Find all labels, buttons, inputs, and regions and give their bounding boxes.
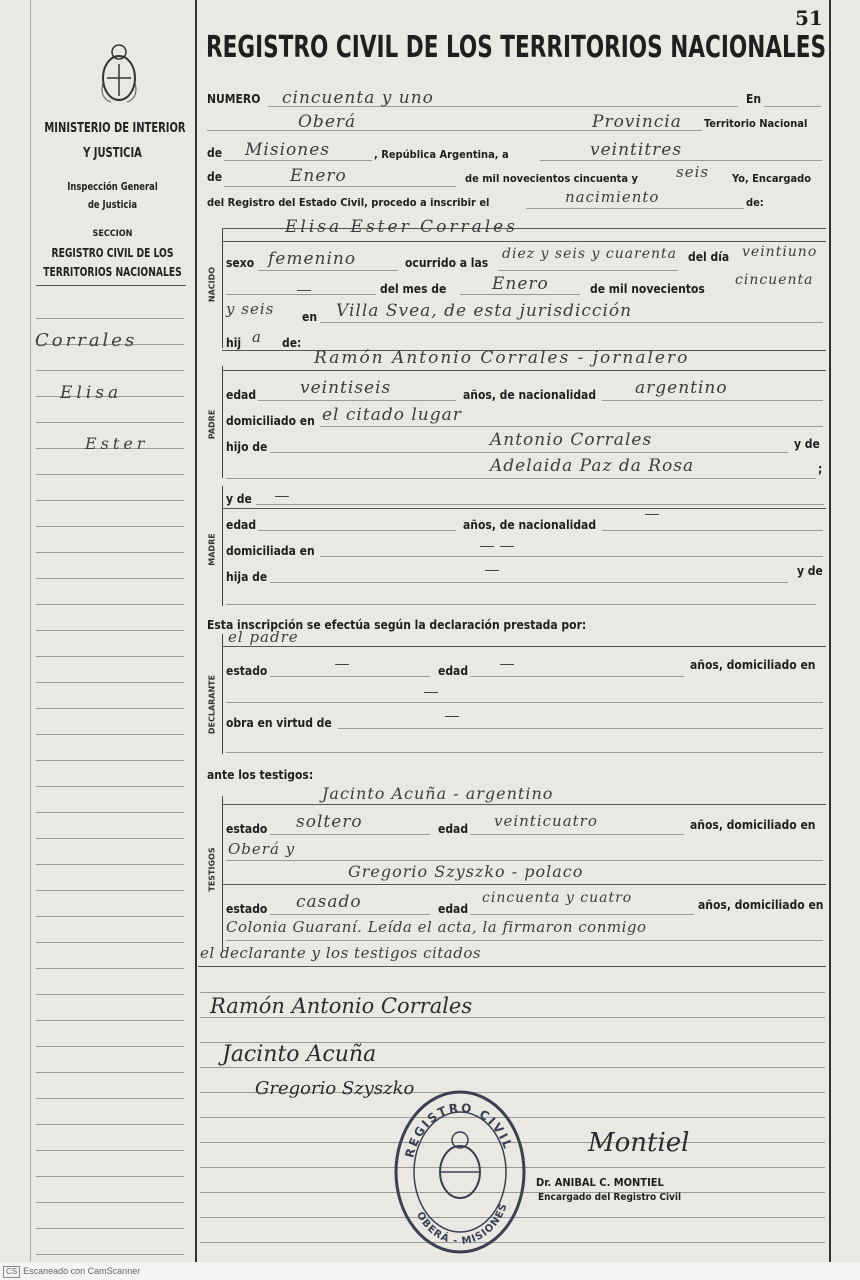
oficial-name: Dr. ANIBAL C. MONTIEL — [536, 1176, 664, 1189]
en-label: En — [746, 92, 762, 106]
provincia-value: Provincia — [592, 112, 682, 132]
territorio-line — [224, 160, 372, 161]
mes-line — [224, 186, 456, 187]
sidebar-ministerio-2: Y JUSTICIA — [83, 146, 142, 161]
de-label-2: de — [207, 170, 223, 184]
padre-nombre-value: Ramón Antonio Corrales - jornalero — [314, 348, 690, 368]
del-mes-label: del mes de — [380, 282, 447, 296]
nacido-nombre-value: Elisa Ester Corrales — [285, 217, 518, 237]
sidebar-rule-line — [36, 1150, 184, 1151]
hora-line — [498, 270, 678, 271]
nacido-name-rule — [222, 241, 826, 242]
declarante-estado-label: estado — [226, 664, 268, 678]
acto-value: nacimiento — [565, 188, 660, 206]
testigo1-estado-line — [270, 834, 430, 835]
sidebar-name-first: Elisa — [60, 383, 123, 403]
sidebar-rule-line — [36, 994, 184, 995]
sidebar-rule-line — [36, 526, 184, 527]
sidebar-rule-line — [36, 604, 184, 605]
oficial-title: Encargado del Registro Civil — [538, 1192, 682, 1203]
testigo1-edad-value: veinticuatro — [494, 812, 598, 830]
declarante-bottom-line — [226, 752, 823, 753]
testigo2-edad-line — [470, 914, 694, 915]
sidebar-rule-line — [36, 838, 184, 839]
ocurrido-label: ocurrido a las — [405, 256, 489, 270]
territorio-label: Territorio Nacional — [704, 117, 808, 130]
sidebar-rule-line — [36, 1176, 184, 1177]
sidebar-rule-line — [36, 916, 184, 917]
sidebar-rule-line — [36, 474, 184, 475]
sidebar-inspeccion-1: Inspección General — [67, 180, 158, 193]
nacido-anio-a: cincuenta — [735, 272, 814, 288]
dash-mark — [424, 692, 438, 693]
nacido-anio-b: y seis — [226, 300, 275, 318]
padre-bracket — [222, 366, 223, 478]
sidebar-rule-line — [36, 708, 184, 709]
madre-name-line — [256, 504, 824, 505]
sidebar-name-surname: Corrales — [35, 330, 138, 351]
right-border — [829, 0, 831, 1262]
acto-line — [526, 208, 744, 209]
testigo1-estado-value: soltero — [296, 812, 363, 832]
cierre-text: el declarante y los testigos citados — [200, 944, 482, 962]
padre-edad-line — [258, 400, 456, 401]
signature-oficial: Montiel — [588, 1128, 690, 1158]
sidebar-rule-line — [36, 682, 184, 683]
testigos-intro: ante los testigos: — [207, 768, 314, 782]
padre-madre-value: Adelaida Paz da Rosa — [490, 456, 695, 476]
testigos-bracket — [222, 796, 223, 952]
sexo-label: sexo — [226, 256, 255, 270]
testigo2-nombre: Gregorio Szyszko - polaco — [348, 862, 584, 881]
numero-value: cincuenta y uno — [282, 88, 434, 108]
registry-stamp-icon — [392, 1088, 528, 1256]
testigo1-edad-line — [470, 834, 684, 835]
dash-mark — [645, 514, 659, 515]
dash-mark — [485, 570, 499, 571]
padre-hijo-de-label: hijo de — [226, 440, 268, 454]
madre-hija-de-label: hija de — [226, 570, 268, 584]
declarante-estado-line — [270, 676, 430, 677]
dash-mark — [480, 546, 494, 547]
sidebar-inspeccion-2: de Justicia — [87, 198, 138, 211]
padre-edad-value: veintiseis — [300, 378, 392, 398]
padre-section-label: PADRE — [207, 409, 217, 440]
padre-madre-line — [226, 478, 816, 479]
padre-edad-label: edad — [226, 388, 257, 402]
territorio-value: Misiones — [245, 140, 330, 160]
testigo2-estado-value: casado — [296, 892, 362, 912]
sidebar-rule-line — [36, 1124, 184, 1125]
madre-section-label: MADRE — [207, 533, 217, 566]
republica-label: , República Argentina, a — [374, 148, 509, 161]
sidebar-rule-line — [36, 370, 184, 371]
sidebar-name-second: Ester — [85, 434, 149, 453]
padre-padre-value: Antonio Corrales — [490, 430, 653, 450]
declarante-edad-label: edad — [438, 664, 469, 678]
hijo-label: hij — [226, 336, 242, 350]
padre-top-rule — [222, 370, 826, 371]
testigos-section-label: TESTIGOS — [207, 847, 217, 892]
padre-nacionalidad-value: argentino — [635, 378, 728, 398]
declarante-obra-label: obra en virtud de — [226, 716, 332, 730]
madre-bottom-line — [226, 604, 816, 605]
signature-testigo2: Gregorio Szyszko — [255, 1078, 415, 1099]
padre-domicilio-value: el citado lugar — [322, 405, 462, 425]
nacido-mes-line — [460, 294, 580, 295]
scanner-footer-text: Escaneado con CamScanner — [23, 1266, 141, 1276]
madre-nacionalidad-label: años, de nacionalidad — [463, 518, 597, 532]
fecha-mes-value: Enero — [290, 166, 347, 186]
madre-rule — [222, 508, 826, 509]
stamp-text-top: REGISTRO CIVIL — [402, 1100, 516, 1160]
signature-rule-line — [200, 992, 825, 993]
sidebar-rule-line — [36, 1046, 184, 1047]
sexo-value: femenino — [268, 249, 357, 269]
madre-bracket — [222, 486, 223, 606]
nacido-dia-value: veintiuno — [742, 244, 818, 260]
en-line — [764, 106, 821, 107]
dash-mark — [335, 664, 349, 665]
sidebar-rule-line — [36, 1228, 184, 1229]
sidebar-registro-1: REGISTRO CIVIL DE LOS — [51, 246, 174, 260]
fecha-dia-value: veintitres — [590, 140, 683, 160]
testigo2-domicilio-label: años, domiciliado en — [698, 898, 824, 912]
sidebar-rule-line — [36, 656, 184, 657]
stamp-text-bottom: OBERÁ - MISIONES — [414, 1201, 510, 1248]
padre-hijo-line — [270, 452, 788, 453]
encargado-label: Yo, Encargado — [732, 172, 812, 185]
signature-testigo1: Jacinto Acuña — [222, 1042, 377, 1067]
signature-rule-line — [200, 1067, 825, 1068]
de-label-1: de — [207, 146, 223, 160]
testigos-bottom-rule — [198, 966, 826, 967]
sidebar-seccion: SECCION — [92, 229, 133, 239]
madre-domicilio-line — [320, 556, 823, 557]
testigos-top-rule — [222, 804, 826, 805]
sidebar-rule-line — [36, 1098, 184, 1099]
nacido-mes-value: Enero — [492, 274, 549, 294]
testigo1-domicilio-value: Oberá y — [228, 840, 296, 858]
nacido-section-label: NACIDO — [207, 266, 217, 303]
hora-value: diez y seis y cuarenta — [502, 246, 678, 262]
signature-declarante: Ramón Antonio Corrales — [210, 994, 473, 1018]
declarante-edad-line — [470, 676, 684, 677]
nacido-en-label: en — [302, 310, 318, 324]
sidebar-registro-2: TERRITORIOS NACIONALES — [43, 265, 182, 279]
declarante-domicilio-line — [226, 702, 823, 703]
testigos-mid-rule — [222, 884, 826, 885]
madre-domicilio-label: domiciliada en — [226, 544, 315, 558]
sexo-line — [258, 270, 398, 271]
declarante-domicilio-label: años, domiciliado en — [690, 658, 816, 672]
coat-of-arms-icon — [97, 42, 141, 106]
madre-edad-label: edad — [226, 518, 257, 532]
sidebar-rule-line — [36, 1254, 184, 1255]
madre-edad-line — [258, 530, 456, 531]
registro-label: del Registro del Estado Civil, procedo a inscribir el — [207, 196, 490, 209]
padre-domicilio-line — [320, 426, 823, 427]
nacido-lugar-value: Villa Svea, de esta jurisdicción — [336, 301, 633, 321]
declarante-obra-line — [338, 728, 823, 729]
pre-mes-line — [226, 294, 376, 295]
anio-label: de mil novecientos cincuenta y — [465, 172, 638, 185]
declarante-intro: Esta inscripción se efectúa según la declaración prestada por: — [207, 618, 587, 632]
sidebar-rule-line — [36, 760, 184, 761]
sidebar-rule-line — [36, 1202, 184, 1203]
testigo2-domicilio-line — [226, 940, 823, 941]
testigo2-edad-label: edad — [438, 902, 469, 916]
testigo2-estado-label: estado — [226, 902, 268, 916]
sidebar-rule-line — [36, 968, 184, 969]
de-colon-label: de: — [746, 196, 764, 209]
declarante-bracket — [222, 634, 223, 754]
dash-mark — [275, 496, 289, 497]
sidebar-rule-line — [36, 942, 184, 943]
dia-line — [540, 160, 822, 161]
sidebar-rule-line — [36, 786, 184, 787]
mil-label: de mil novecientos — [590, 282, 705, 296]
sidebar-rule-line — [36, 1020, 184, 1021]
testigo2-estado-line — [270, 914, 430, 915]
dash-mark — [500, 664, 514, 665]
sidebar-rule-line — [36, 578, 184, 579]
sidebar-rule — [36, 285, 186, 286]
nacido-lugar-line — [320, 322, 823, 323]
sidebar-divider — [195, 0, 197, 1262]
padre-nacionalidad-label: años, de nacionalidad — [463, 388, 597, 402]
dash-mark — [500, 546, 514, 547]
declarante-nombre-value: el padre — [228, 628, 299, 646]
sidebar-rule-line — [36, 864, 184, 865]
sidebar-rule-line — [36, 1072, 184, 1073]
sidebar-rule-line — [36, 734, 184, 735]
sidebar-rule-line — [36, 552, 184, 553]
sidebar-rule-line — [36, 630, 184, 631]
testigo1-estado-label: estado — [226, 822, 268, 836]
camscanner-icon: CS — [3, 1266, 20, 1278]
madre-y-de-label-2: y de — [797, 564, 823, 578]
dash-mark — [445, 716, 459, 717]
padre-nacionalidad-line — [602, 400, 823, 401]
testigo1-edad-label: edad — [438, 822, 469, 836]
declarante-top-rule — [222, 646, 826, 647]
testigo2-edad-value: cincuenta y cuatro — [482, 890, 633, 906]
hijo-de-label: de: — [282, 336, 302, 350]
madre-y-de-label: y de — [226, 492, 252, 506]
testigo1-nombre: Jacinto Acuña - argentino — [322, 784, 554, 803]
lugar-value: Oberá — [298, 112, 357, 132]
sidebar-rule-line — [36, 890, 184, 891]
page-number: 51 — [795, 6, 823, 30]
fecha-anio-value: seis — [676, 163, 710, 181]
scanner-footer — [0, 1262, 860, 1280]
sidebar-rule-line — [36, 812, 184, 813]
testigo1-domicilio-line — [226, 860, 823, 861]
sidebar-rule-line — [36, 422, 184, 423]
madre-nacionalidad-line — [602, 530, 823, 531]
declarante-section-label: DECLARANTE — [207, 674, 217, 735]
madre-hija-line — [270, 582, 788, 583]
sidebar-ministerio-1: MINISTERIO DE INTERIOR — [44, 121, 186, 136]
dash-mark — [297, 290, 311, 291]
left-margin-line — [30, 0, 31, 1262]
nacido-bracket — [222, 228, 223, 348]
testigo2-domicilio-value: Colonia Guaraní. Leída el acta, la firmaron conmigo — [226, 918, 647, 936]
sidebar-rule-line — [36, 318, 184, 319]
semicolon: ; — [818, 462, 823, 476]
hijo-suffix: a — [252, 328, 262, 346]
padre-domicilio-label: domiciliado en — [226, 414, 315, 428]
document-title: REGISTRO CIVIL DE LOS TERRITORIOS NACIONALES — [206, 30, 827, 65]
testigo1-domicilio-label: años, domiciliado en — [690, 818, 816, 832]
sidebar-rule-line — [36, 500, 184, 501]
del-dia-label: del día — [688, 250, 730, 264]
padre-y-de-label: y de — [794, 437, 820, 451]
numero-label: NUMERO — [207, 92, 261, 106]
